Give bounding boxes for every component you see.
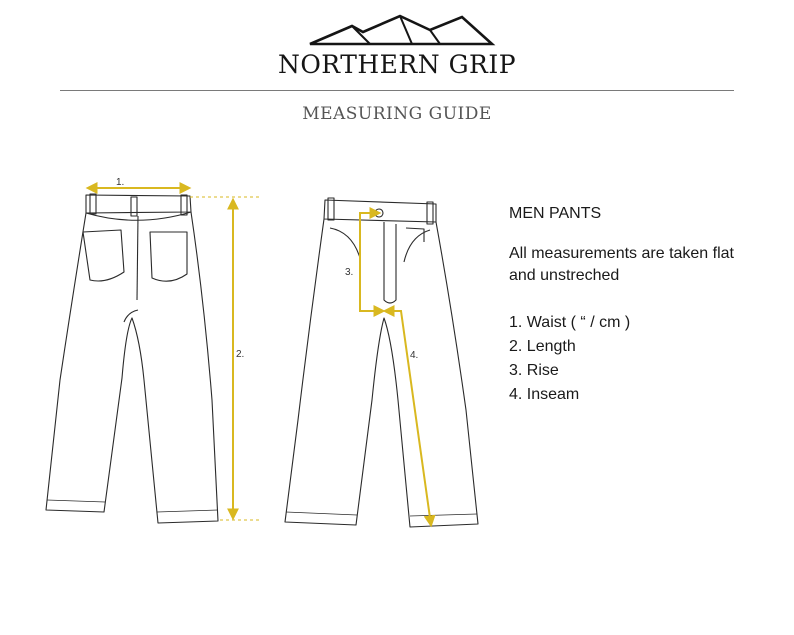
pants-back-view xyxy=(46,194,218,523)
list-item: 4. Inseam xyxy=(509,386,580,403)
info-heading: MEN PANTS xyxy=(509,205,602,222)
list-item: 3. Rise xyxy=(509,362,559,379)
brand-name: NORTHERN GRIP xyxy=(277,50,517,79)
pants-front-view xyxy=(285,198,478,527)
measurement-info xyxy=(509,203,791,407)
measurement-lines xyxy=(88,188,431,525)
rise-label: 3. xyxy=(345,267,354,278)
length-label: 2. xyxy=(236,349,245,360)
info-note-line-2: and unstreched xyxy=(509,267,620,284)
guide-title: MEASURING GUIDE xyxy=(302,104,492,124)
measurement-list xyxy=(509,311,791,407)
list-item: 1. Waist ( “ / cm ) xyxy=(509,314,631,331)
list-item: 2. Length xyxy=(509,338,576,355)
waist-label: 1. xyxy=(116,177,125,188)
inseam-label: 4. xyxy=(410,350,419,361)
info-note xyxy=(509,243,791,287)
info-note-line-1: All measurements are taken flat xyxy=(509,245,734,262)
